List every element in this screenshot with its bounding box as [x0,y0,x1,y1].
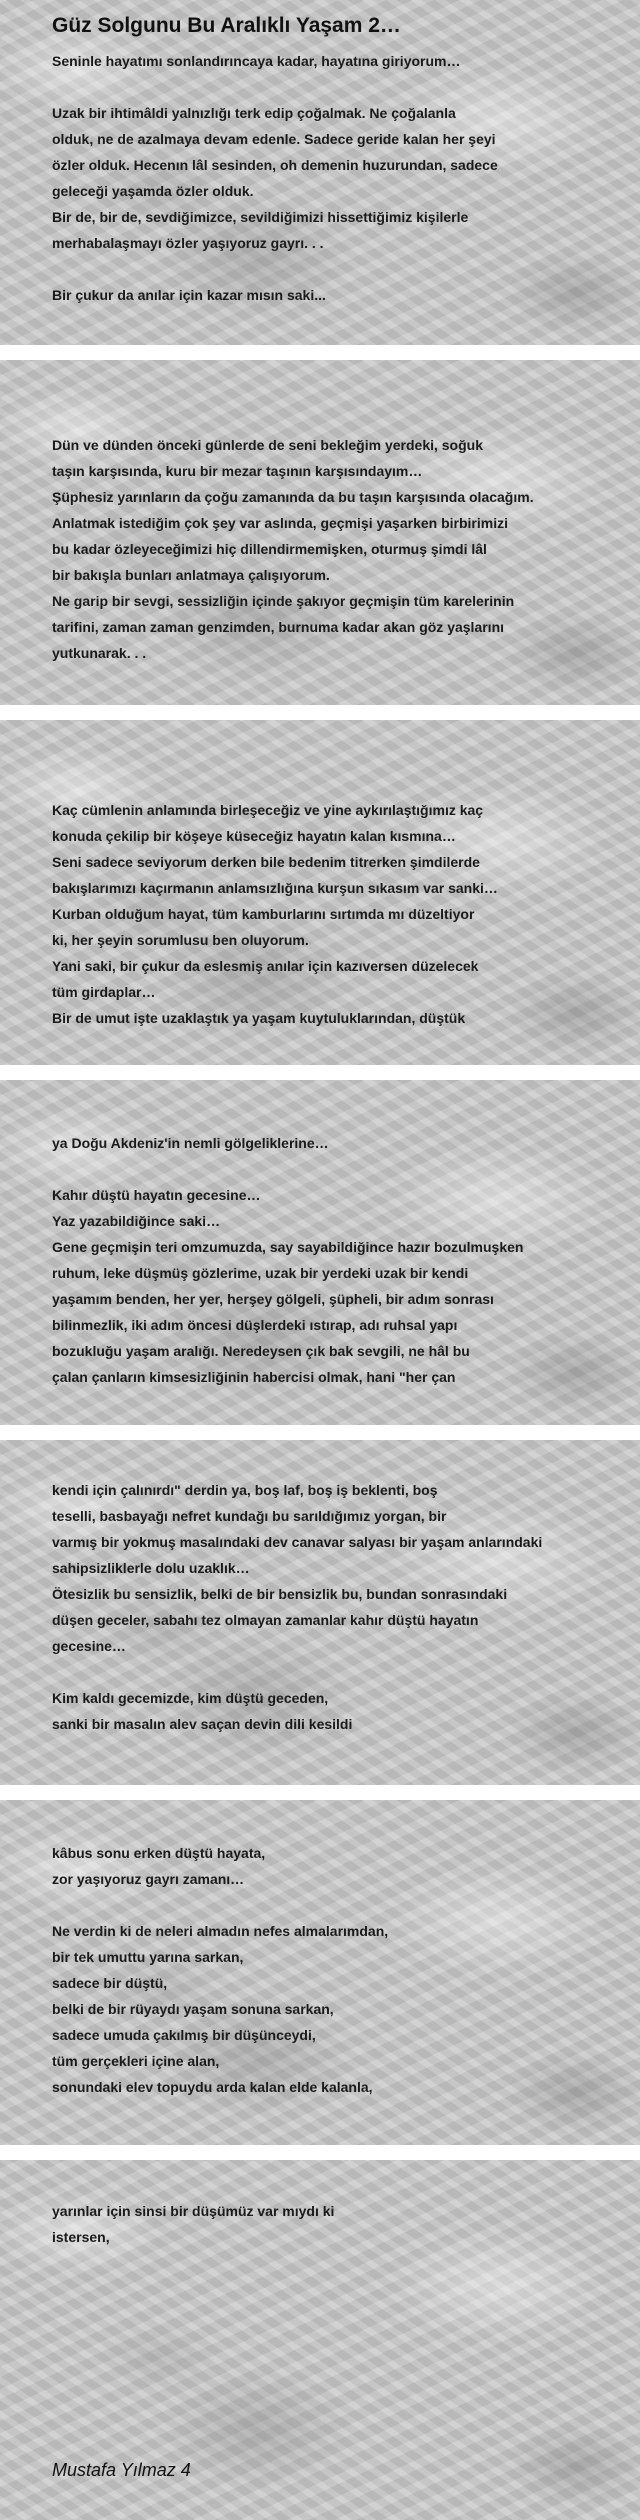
poem-section-2: Dün ve dünden önceki günlerde de seni bekleğim yerdeki, soğuk taşın karşısında, kuru bir mezar taşının karşısındayım… Şüphesiz yarınların da çoğu zamanında da bu taşın karşısında olacağım. Anlatmak istediğim çok şey var aslında, geçmişi yaşarken birbirimizi bu kadar özleyeceğimizi hiç dillendirmemişken, oturmuş şimdi lâl bir bakışla bunları anlatmaya çalışıyorum. Ne garip bir sevgi, sessizliğin içinde şakıyor geçmişin tüm karelerinin tarifini, zaman zaman genzimden, burnuma kadar akan göz yaşlarını yutkunarak. . . [52,437,534,661]
poem-section-6: kâbus sonu erken düştü hayata, zor yaşıyoruz gayrı zamanı… Ne verdin ki de neleri almadın nefes almalarımdan, bir tek umuttu yarına sarkan, sadece bir düştü, belki de bir rüyaydı yaşam sonuna sarkan, sadece umuda çakılmış bir düşünceydi, tüm gerçekleri içine alan, sonundaki elev topuydu arda kalan elde kalanla, [52,1845,389,2095]
poem-section-1: Seninle hayatımı sonlandırıncaya kadar, hayatına giriyorum… Uzak bir ihtimâldi yalnızlığı terk edip çoğalmak. Ne çoğalanla olduk, ne de azalmaya devam edenle. Sadece geride kalan her şeyi özler olduk. Hecenın lâl sesinden, oh demenin huzurundan, sadece geleceği yaşamda özler olduk. Bir de, bir de, sevdiğimizce, sevildiğimizi hissettiğimiz kişilerle merhabalaşmayı özler yaşıyoruz gayrı. . . Bir çukur da anılar için kazar mısın saki... [52,53,498,303]
author-name: Mustafa Yılmaz 4 [52,2460,191,2480]
poem-section-3: Kaç cümlenin anlamında birleşeceğiz ve yine aykırılaştığımız kaç konuda çekilip bir köşeye küseceğiz hayatın kalan kısmına… Seni sadece seviyorum derken bile bedenim titrerken şimdilerde bakışlarımızı kaçırmanın anlamsızlığına kurşun sıkasım var sanki… Kurban olduğum hayat, tüm kamburlarını sırtımda mı düzeltiyor ki, her şeyin sorumlusu ben oluyorum. Yani saki, bir çukur da eslesmiş anılar için kazıversen düzelecek tüm girdaplar… Bir de umut işte uzaklaştık ya yaşam kuytuluklarından, düştük [52,802,498,1026]
poem-section-4: ya Doğu Akdeniz'in nemli gölgeliklerine… Kahır düştü hayatın gecesine… Yaz yazabildiğince saki… Gene geçmişin teri omzumuzda, say sayabildiğince hazır bozulmuşken ruhum, leke düşmüş gözlerime, uzak bir yerdeki uzak bir kendi yaşamım benden, her yer, herşey gölgeli, şüpheli, bir adım sonrası bilinmezlik, iki adım öncesi düşlerdeki ıstırap, adı ruhsal yapı bozukluğu yaşam aralığı. Neredeysen çık bak sevgili, ne hâl bu çalan çanların kimsesizliğinin habercisi olmak, hani "her çan [52,1135,524,1385]
poem-title: Güz Solgunu Bu Aralıklı Yaşam 2… [52,14,401,37]
poem-section-5: kendi için çalınırdı" derdin ya, boş laf, boş iş beklenti, boş teselli, basbayağı nefret kundağı bu sarıldığımız yorgan, bir varmış bir yokmuş masalındaki dev canavar salyası bir yaşam anlarındaki sahipsizliklerle dolu uzaklık… Ötesizlik bu sensizlik, belki de bir bensizlik bu, bundan sonrasındaki düşen geceler, sabahı tez olmayan zamanlar kahır düştü hayatın gecesine… Kim kaldı gecemizde, kim düştü geceden, sanki bir masalın alev saçan devin dili kesildi [52,1482,543,1732]
poem-section-7: yarınlar için sinsi bir düşümüz var mıydı ki istersen, [52,2203,335,2245]
